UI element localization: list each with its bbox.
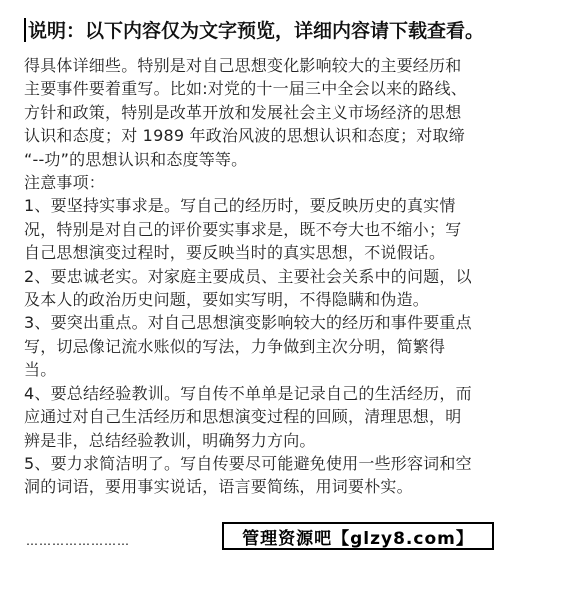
body-line: 应通过对自己生活经历和思想演变过程的回顾，清理思想，明	[24, 407, 462, 427]
body-line: 洞的词语，要用事实说话，语言要简练，用词要朴实。	[24, 477, 413, 497]
body-line: 认识和态度；对 1989 年政治风波的思想认识和态度；对取缔	[24, 126, 465, 146]
body-line: 辨是非，总结经验教训，明确努力方向。	[24, 430, 316, 450]
body-line: 方针和政策，特别是改革开放和发展社会主义市场经济的思想	[24, 102, 462, 122]
body-line: 5、要力求简洁明了。写自传要尽可能避免使用一些形容词和空	[24, 453, 472, 473]
body-line: 自己思想演变过程时，要反映当时的真实思想，不说假话。	[24, 243, 446, 263]
body-line: “--功”的思想认识和态度等等。	[24, 149, 248, 169]
document-body	[24, 54, 554, 499]
body-line: 及本人的政治历史问题，要如实写明，不得隐瞒和伪造。	[24, 290, 430, 310]
body-line: 写，切忌像记流水账似的写法，力争做到主次分明，简繁得	[24, 336, 446, 356]
preview-notice-bar	[18, 14, 558, 48]
body-line: 1、要坚持实事求是。写自己的经历时，要反映历史的真实情	[24, 196, 456, 216]
preview-notice: 说明：以下内容仅为文字预览，详细内容请下载查看。	[28, 20, 485, 42]
body-line: 4、要总结经验教训。写自传不单单是记录自己的生活经历，而	[24, 383, 472, 403]
body-line: 得具体详细些。特别是对自己思想变化影响较大的主要经历和	[24, 56, 462, 75]
body-line: 3、要突出重点。对自己思想演变影响较大的经历和事件要重点	[24, 313, 472, 333]
text-cursor	[24, 18, 26, 42]
body-line: 2、要忠诚老实。对家庭主要成员、主要社会关系中的问题，以	[24, 266, 472, 286]
body-line: 当。	[24, 360, 57, 380]
ellipsis-dots: ……………………	[26, 534, 130, 548]
body-line: 主要事件要着重写。比如:对党的十一届三中全会以来的路线、	[24, 79, 467, 99]
section-heading: 注意事项：	[24, 173, 106, 193]
body-line: 况，特别是对自己的评价要实事求是，既不夸大也不缩小；写	[24, 219, 462, 239]
site-watermark-badge: 管理资源吧【glzy8.com】	[222, 522, 494, 550]
